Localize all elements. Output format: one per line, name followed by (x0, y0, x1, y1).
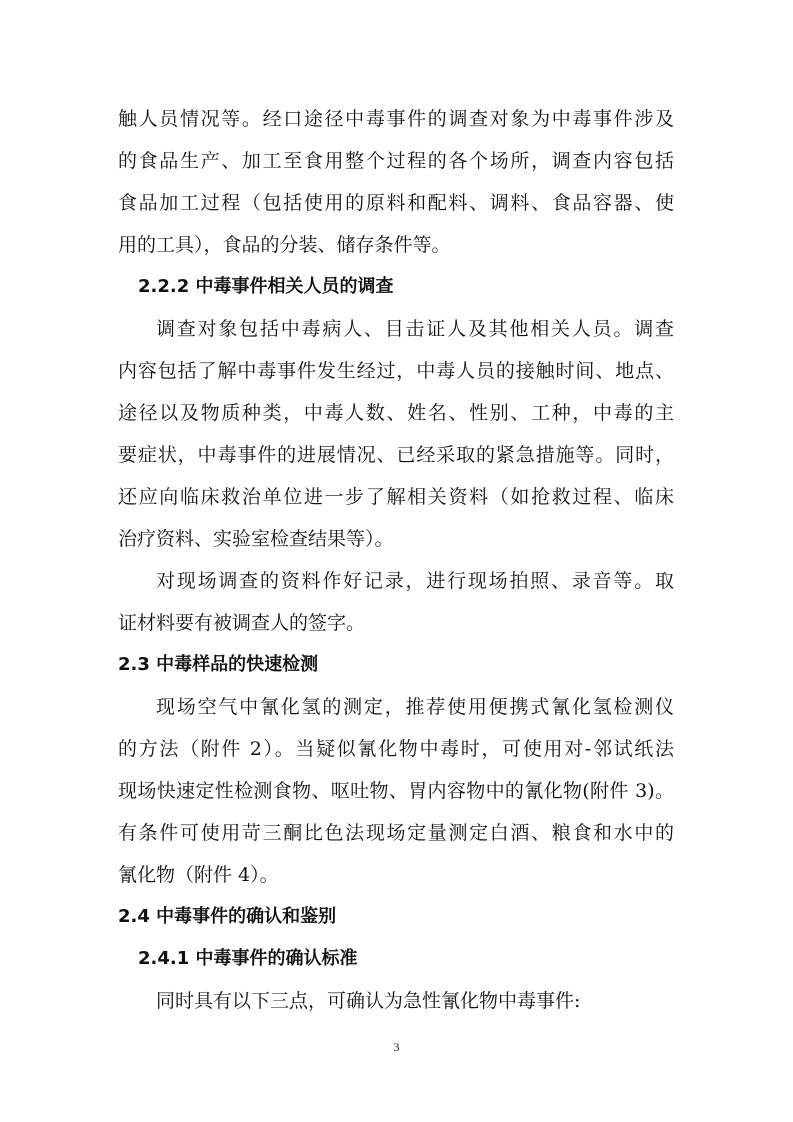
paragraph-line: 现场快速定性检测食物、呕吐物、胃内容物中的氰化物(附件 3)。 (118, 780, 674, 802)
paragraph-line: 内容包括了解中毒事件发生经过，中毒人员的接触时间、地点、 (118, 360, 674, 382)
section-heading-2-4: 2.4 中毒事件的确认和鉴别 (118, 906, 337, 927)
paragraph-line: 还应向临床救治单位进一步了解相关资料（如抢救过程、临床 (118, 486, 674, 508)
section-heading-2-2-2: 2.2.2 中毒事件相关人员的调查 (138, 276, 394, 297)
paragraph-line: 对现场调查的资料作好记录，进行现场拍照、录音等。取 (156, 570, 674, 592)
section-heading-2-4-1: 2.4.1 中毒事件的确认标准 (138, 948, 358, 969)
paragraph-line: 现场空气中氰化氢的测定，推荐使用便携式氰化氢检测仪 (156, 696, 674, 718)
paragraph-line: 食品加工过程（包括使用的原料和配料、调料、食品容器、使 (118, 192, 674, 214)
paragraph-line: 触人员情况等。经口途径中毒事件的调查对象为中毒事件涉及 (118, 108, 674, 130)
paragraph-line: 治疗资料、实验室检查结果等）。 (118, 528, 394, 550)
paragraph-line: 同时具有以下三点，可确认为急性氰化物中毒事件: (156, 990, 581, 1012)
paragraph-line: 氰化物（附件 4）。 (118, 864, 279, 886)
paragraph-line: 有条件可使用苛三酮比色法现场定量测定白酒、粮食和水中的 (118, 822, 674, 844)
page-body (118, 98, 674, 1022)
paragraph-line: 的食品生产、加工至食用整个过程的各个场所，调查内容包括 (118, 150, 674, 172)
page-number: 3 (393, 1040, 400, 1054)
paragraph-line: 途径以及物质种类，中毒人数、姓名、性别、工种，中毒的主 (118, 402, 674, 424)
paragraph-line: 调查对象包括中毒病人、目击证人及其他相关人员。调查 (156, 318, 674, 340)
section-heading-2-3: 2.3 中毒样品的快速检测 (118, 654, 319, 675)
paragraph-line: 证材料要有被调查人的签字。 (118, 612, 366, 634)
paragraph-line: 的方法（附件 2）。当疑似氰化物中毒时，可使用对-邻试纸法 (118, 738, 674, 760)
paragraph-line: 要症状，中毒事件的进展情况、已经采取的紧急措施等。同时， (118, 444, 674, 466)
paragraph-line: 用的工具），食品的分装、储存条件等。 (118, 234, 451, 256)
